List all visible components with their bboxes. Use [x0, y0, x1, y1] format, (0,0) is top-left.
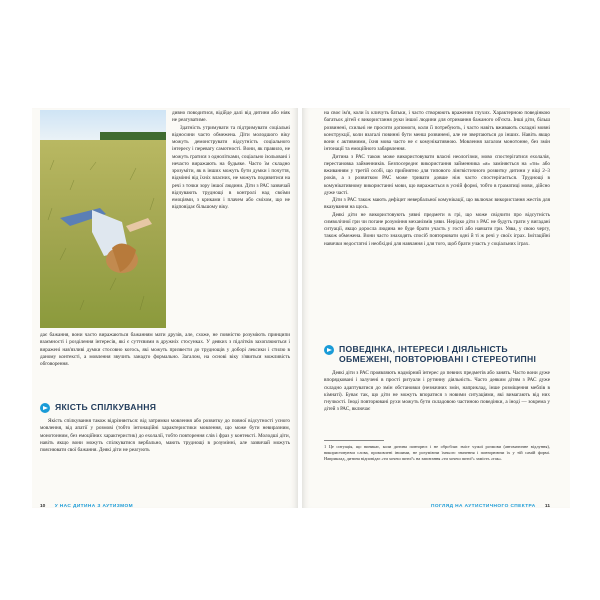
play-circle-icon	[324, 345, 334, 355]
page-number: 10	[40, 504, 46, 508]
after-heading-text	[40, 418, 290, 454]
paragraph: Дитина з РАС також може використовувати власні неологізми, мово спостерігатися ехолалія, перестановка займенників. Безпосереднє використання займенника «я» заміняється на «ти» або вживанням у третій особі, що прийнятно для типового лінгвістичного розвитку дитини у віці 2–3 років, а з розвитком РАС може тривати довше ніж часто спостерігається. Труднощі в комунікативному використанні мови, що виражається в усній формі, тобто в граматиці мови, дійсно дуже часті.	[324, 153, 550, 196]
paragraph: Діти з РАС також мають дефіцит невербальної комунікації, що включає використання жестів для вказування на щось.	[324, 197, 550, 211]
heading-text: ПОВЕДІНКА, ІНТЕРЕСИ І ДІЯЛЬНІСТЬ ОБМЕЖЕНІ, ПОВТОРЮВАНІ І СТЕРЕОТИПНІ	[339, 344, 537, 364]
full-width-text	[40, 332, 290, 368]
right-page	[302, 108, 570, 508]
after-heading-text	[324, 370, 550, 414]
left-page	[32, 108, 298, 508]
left-footer	[40, 502, 290, 508]
footnote: 1 Це ситуація, що виникає, коли дитина повторює і не обробляє зміст чужої розмови (автоматичне відлуння), використовуючи слова, промовлені іншими, не розуміючи їхнього значення і повторюючи їх у тій самій формі. Наприклад, дитина відповідає «ти хочеш пити?» на запитання «ти хочеш пити?» замість «так».	[324, 444, 550, 461]
footnote-divider	[324, 440, 384, 441]
running-title: ПОГЛЯД НА АУТИСТИЧНОГО СПЕКТРА	[430, 504, 536, 508]
section-heading	[324, 344, 550, 364]
paragraph: на своє ім'я, коли їх кличуть батьки, і часто створюють враження глухих. Характерною поведінкою багатьох дітей є використання руки іншої людини для отримання бажаного об'єкта. Інші діти, більш розвинені, схильні не просити допомоги, коли її потребують, і часто навіть вживають складні мовні конструкції, коли взагалі повинні бути менш розвинені, але не звертаються до інших. Навіть якщо вони є активними, їхня мова часто не є комунікативною. Мовлення загалом монотонне, без змін інтонації та емоційного забарвлення.	[324, 110, 550, 153]
paragraph: дивно поводитися, відійде далі від дитини або ніяк не реагуватиме.	[172, 110, 290, 124]
paragraph: дає бажання, вони часто виражаються бажанням мати друзів, але, схоже, не повністю розуміють принципи взаємності і розділення інтересів, які є суттєвими в дружніх стосунках. У деяких з підлітків захоплюються і виражені нав'язливі думки стосовно когось, які можуть призвести до труднощів у доборі лексики і стилю в даному контексті, а мовлення звучить занадто формально. Загалом, на основі віку з'явиться можливість обговорення.	[40, 332, 290, 367]
heading-text: ЯКІСТЬ СПІЛКУВАННЯ	[55, 402, 157, 412]
page-number: 11	[544, 504, 550, 508]
right-footer	[324, 502, 550, 508]
paragraph: Якість спілкування також відрізняється: від затримки мовлення або розвитку до повної відсутності усного мовлення, від апатії у розмові (тобто інтонаційні характеристики мовлення, що може бути невиразним, монотонним, без емоційних характеристик) до ехолалії, тобто повторення слів і фраз у контексті. Молодші діти, навіть якщо вони можуть спілкуватися вербально, мають труднощі в розумінні, але зазвичай можуть пояснювати свої бажання. Деякі діти не реагують	[40, 418, 290, 453]
section-heading	[40, 402, 290, 413]
paragraph: Деякі діти не використовують уявні предмети в грі, що може свідчити про відсутність символічної гри чи погане розуміння механізмів уяви. Нерідко діти з РАС не будуть грати у вигадані ситуації, якщо доросла людина не буде брати участь у гості або навчати гри. Уява, у свою чергу, також обмежена. Вони часто знаходять спосіб повторювати одні й ті ж речі у своїх іграх. Імітаційні навички недостатні і необхідні для навчання і для того, щоб брати участь у соціальних іграх.	[324, 211, 550, 247]
paragraph: Деякі діти з РАС проявляють надмірний інтерес до певних предметів або занять. Часто вони дуже впорядковані і залучені в прості ритуали і рутинну діяльність. Часто деяким дітям з РАС дуже складно адаптуватися до змін обстановки (незначних змін, наприклад, інше розміщення меблів в кімнаті). Буває так, що діти не можуть впоратися з новими ситуаціями, які вимагають від них гнучкості. Іноді повторювані рухи можуть бути складовою частиною поведінки, а іноді — зокрема у дітей з РАС, включає	[324, 370, 550, 413]
right-top-text	[324, 110, 550, 248]
intro-right-column	[172, 110, 290, 212]
play-circle-icon	[40, 403, 50, 413]
child-on-grass-photo	[40, 110, 166, 328]
running-title: У НАС ДИТИНА З АУТИЗМОМ	[54, 504, 134, 508]
paragraph: Здатність утримувати та підтримувати соціальні відносини часто обмежена. Діти молодшого віку можуть демонструвати відсутність соціального інтересу і перевагу самотності. Вони, як правило, не можуть гратися з однолітками, соціально ізольовані і нечасто виражають на будьяке. Часто їм складно зрозуміти, як в інших можуть бути думки і почуття, відмінні від їхніх власних, не можуть подивитися на речі з точки зору іншої людини. Діти з РАС зазвичай відчувають труднощі в контролі над своїми емоціями, з криками і плачем або сміхом, що не відповідає більшому віку.	[172, 124, 290, 211]
